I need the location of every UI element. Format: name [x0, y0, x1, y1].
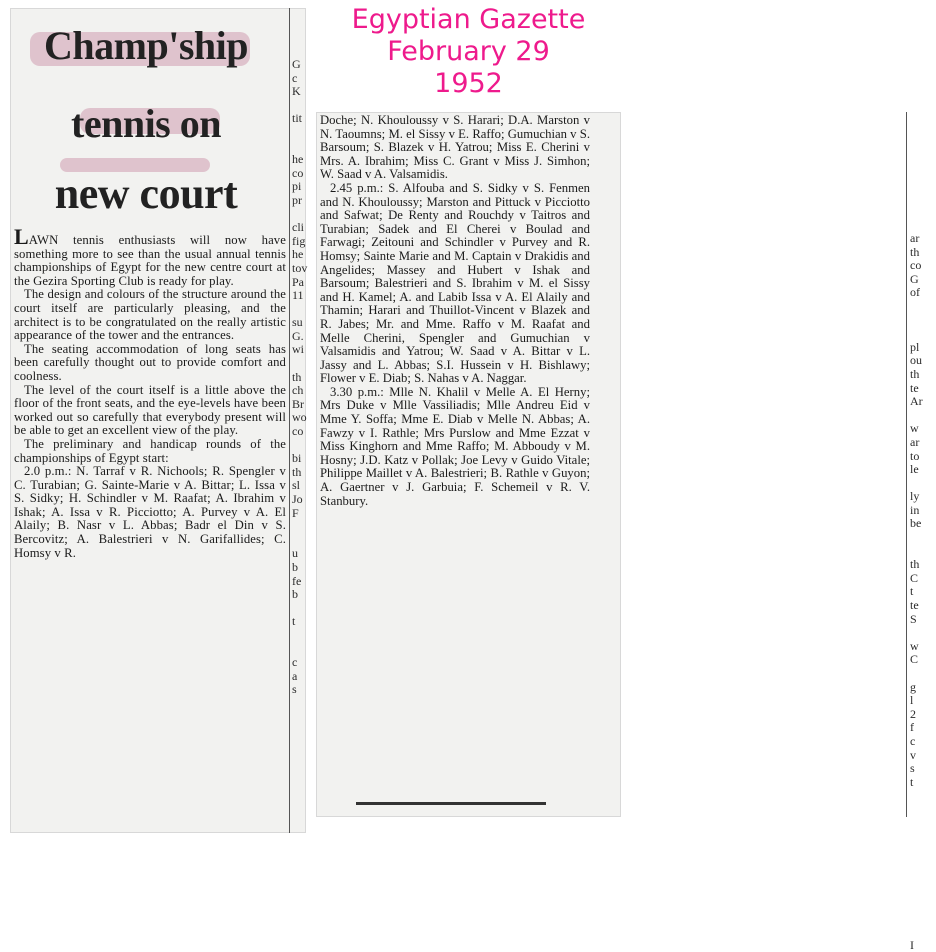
column-rule: [289, 8, 290, 833]
caption-publication: Egyptian Gazette: [351, 4, 586, 35]
fragment-line: ar: [910, 434, 920, 449]
fragment-line: [910, 531, 936, 545]
article-paragraph: The level of the court itself is a little above the floor of the front seats, and the eye-levels have been worked out so carefully that everybody present will be able to get an excellent view of the play.: [14, 382, 286, 438]
fragment-line: [292, 303, 314, 317]
caption-year: 1952: [434, 68, 503, 99]
end-rule: [356, 802, 546, 805]
fragment-line: sl: [292, 478, 301, 493]
fragment-line: [292, 208, 314, 222]
fragment-line: of: [910, 285, 920, 300]
fragment-line: th: [910, 366, 920, 381]
fragment-line: le: [910, 462, 919, 477]
schedule-paragraph: 3.30 p.m.: Mlle N. Khalil v Melle A. El Herny; Mrs Duke v Mlle Vassiliadis; Mlle Andreu Eid v Mme Y. Soffa; Mme E. Diab v Melle N. Abbas; A. Fawzy v I. Rathle; Mrs Purslow and Mme Ezzat v Miss Kinghorn and Mme Raffo; M. Abboudy v M. Hosny; J.D. Katz v Pollak; Joe Levy v Guido Vitale; Philippe Maillet v A. Balestrieri; B. Rathle v Guyon; A. Gaertner v J. Garbuia; F. Schemeil v R. V. Stanbury.: [320, 384, 590, 508]
fragment-line: Pa: [292, 274, 304, 289]
fragment-line: F: [292, 505, 299, 520]
fragment-line: G.: [292, 328, 304, 343]
fragment-line: te: [910, 598, 919, 613]
fragment-line: c: [292, 655, 298, 670]
fragment-line: [910, 857, 936, 871]
fragment-line: C: [910, 652, 919, 667]
fragment-line: [292, 439, 314, 453]
match-schedule: [320, 114, 590, 508]
fragment-line: [910, 844, 936, 858]
fragment-line: [910, 885, 936, 899]
fragment-line: su: [292, 315, 303, 330]
fragment-line: [910, 327, 936, 341]
fragment-line: Br: [292, 396, 304, 411]
fragment-line: th: [910, 244, 920, 259]
fragment-line: [292, 534, 314, 548]
fragment-line: in: [910, 502, 920, 517]
fragment-line: ar: [910, 231, 920, 245]
fragment-line: [292, 99, 314, 113]
headline-line-3: new court: [54, 169, 238, 218]
fragment-line: [910, 300, 936, 314]
fragment-line: t: [910, 584, 914, 599]
fragment-line: [292, 643, 314, 657]
fragment-line: cli: [292, 220, 304, 235]
fragment-line: th: [292, 464, 302, 479]
fragment-line: v: [910, 747, 916, 762]
fragment-line: [910, 626, 936, 640]
fragment-line: t: [910, 774, 914, 789]
fragment-line: g: [910, 679, 916, 694]
fragment-line: fig: [292, 233, 306, 248]
fragment-line: [910, 477, 936, 491]
right-clipping: [316, 112, 923, 952]
fragment-line: [292, 602, 314, 616]
fragment-line: [910, 830, 936, 844]
headline-line-2: tennis on: [71, 101, 221, 146]
fragment-line: te: [910, 380, 919, 395]
fragment-line: pl: [910, 339, 920, 354]
column-rule: [906, 112, 907, 817]
article-paragraph: The preliminary and handicap rounds of the championships of Egypt start:: [14, 436, 286, 465]
fragment-line: I: [910, 937, 914, 952]
fragment-line: K: [292, 84, 301, 99]
fragment-line: f: [910, 720, 914, 735]
article-paragraph: The design and colours of the structure around the court itself are particularly pleasing, and the architect is to be congratulated on the really artistic appearance of the tower and the entrances.: [14, 287, 286, 343]
article-paragraph: 2.0 p.m.: N. Tarraf v R. Nichools; R. Spengler v C. Turabian; G. Sainte-Marie v A. Bittar; L. Issa v S. Sidky; H. Schindler v M. Raafat; A. Ibrahim v Ishak; A. Issa v R. Picciotto; A. Purvey v A. El Alaily; B. Nasr v L. Abbas; Badr el Din v S. Bercovitz; A. Balestrieri v N. Garifallides; C. Homsy v R.: [14, 464, 286, 560]
article-paragraph: The seating accommodation of long seats has been carefully thought out to provide comfort and coolness.: [14, 341, 286, 383]
article-paragraph: LAWN tennis enthusiasts will now have something more to see than the usual annual tennis championships of Egypt for the new centre court at the Gezira Sporting Club is ready for play.: [14, 224, 286, 288]
fragment-line: t: [292, 614, 296, 629]
fragment-line: b: [292, 559, 298, 574]
fragment-line: co: [910, 258, 922, 273]
fragment-line: 2: [910, 706, 916, 721]
fragment-line: [910, 409, 936, 423]
fragment-line: l: [910, 693, 914, 708]
fragment-line: s: [292, 682, 297, 697]
fragment-line: [910, 871, 936, 885]
fragment-line: he: [292, 152, 304, 167]
fragment-line: w: [910, 638, 919, 653]
fragment-line: wi: [292, 342, 304, 357]
schedule-paragraph: 2.45 p.m.: S. Alfouba and S. Sidky v S. Fenmen and N. Khouloussy; Marston and Pittuck v Picciotto and Safwat; De Renty and Rouchdy v Taitros and Turabian; Sadek and El Cherei v Boulad and Farwagi; Zeitouni and Schindler v Purvey and R. Homsy; Sainte Marie and M. Captain v Drakidis and Angelides; Massey and Hubert v Ishak and Barsoum; Balestrieri and S. Ibrahim v M. el Sissy and H. Kamel; A. and Labib Issa v A. El Alaily and Thamin; Harari and Thuillot-Vincent v Blazek and R. Jabes; Mr. and Mme. Raffo v M. Raafat and Melle Cherini, Spengler and Gumuchian v Valsamidis and Yatrou; W. Saad v A. Bittar v L. Jassy and L. Abbas; S.I. Hussein v H. Bishlawy; Flower v E. Diab; S. Nahas v A. Naggar.: [320, 180, 590, 386]
fragment-line: G: [910, 271, 919, 286]
fragment-line: th: [910, 557, 920, 572]
fragment-line: u: [292, 546, 298, 561]
fragment-line: be: [910, 516, 922, 531]
fragment-line: [292, 629, 314, 643]
fragment-line: a: [292, 668, 298, 683]
fragment-line: ch: [292, 383, 304, 398]
fragment-line: fe: [292, 573, 302, 588]
fragment-line: C: [910, 570, 919, 585]
fragment-line: [292, 520, 314, 534]
fragment-line: s: [910, 761, 915, 776]
fragment-line: 11: [292, 288, 304, 303]
fragment-line: c: [292, 70, 298, 85]
fragment-line: pi: [292, 179, 302, 194]
fragment-line: ly: [910, 489, 920, 504]
fragment-line: [910, 803, 936, 817]
fragment-line: w: [910, 421, 919, 436]
fragment-line: [910, 789, 936, 803]
fragment-line: [910, 925, 936, 939]
schedule-paragraph: Doche; N. Khouloussy v S. Harari; D.A. Marston v N. Taoumns; M. el Sissy v E. Raffo; Gumuchian v S. Barsoum; S. Blazek v H. Yatrou; Miss E. Cherini v Mrs. A. Ibrahim; Miss C. Grant v Miss J. Simhon; W. Saad v A. Valsamidis.: [320, 113, 590, 182]
fragment-line: to: [910, 448, 920, 463]
fragment-line: [292, 126, 314, 140]
fragment-line: [292, 357, 314, 371]
headline-line-1: Champ'ship: [44, 23, 248, 68]
fragment-line: co: [292, 424, 304, 439]
adjacent-column-fragment: [292, 58, 314, 697]
fragment-line: he: [292, 247, 304, 262]
fragment-line: b: [292, 587, 298, 602]
fragment-line: S: [910, 611, 917, 626]
article-body: [14, 224, 286, 560]
fragment-line: bi: [292, 451, 302, 466]
fragment-line: th: [292, 369, 302, 384]
fragment-line: [910, 314, 936, 328]
fragment-line: Ar: [910, 394, 923, 409]
left-clipping: [10, 8, 306, 833]
clipping-caption: [316, 4, 621, 100]
adjacent-column-fragment: [910, 232, 936, 952]
fragment-line: [910, 667, 936, 681]
caption-date: February 29: [387, 36, 550, 67]
fragment-line: wo: [292, 410, 307, 425]
fragment-line: [910, 912, 936, 926]
fragment-line: tit: [292, 111, 303, 126]
fragment-line: c: [910, 733, 916, 748]
fragment-line: Jo: [292, 492, 303, 506]
fragment-line: ou: [910, 353, 922, 368]
fragment-line: co: [292, 165, 304, 180]
fragment-line: tov: [292, 260, 308, 275]
fragment-line: [910, 898, 936, 912]
drop-cap: L: [14, 224, 29, 249]
fragment-line: [910, 817, 936, 831]
fragment-line: pr: [292, 192, 302, 207]
fragment-line: [910, 545, 936, 559]
fragment-line: G: [292, 57, 301, 71]
fragment-line: [292, 140, 314, 154]
